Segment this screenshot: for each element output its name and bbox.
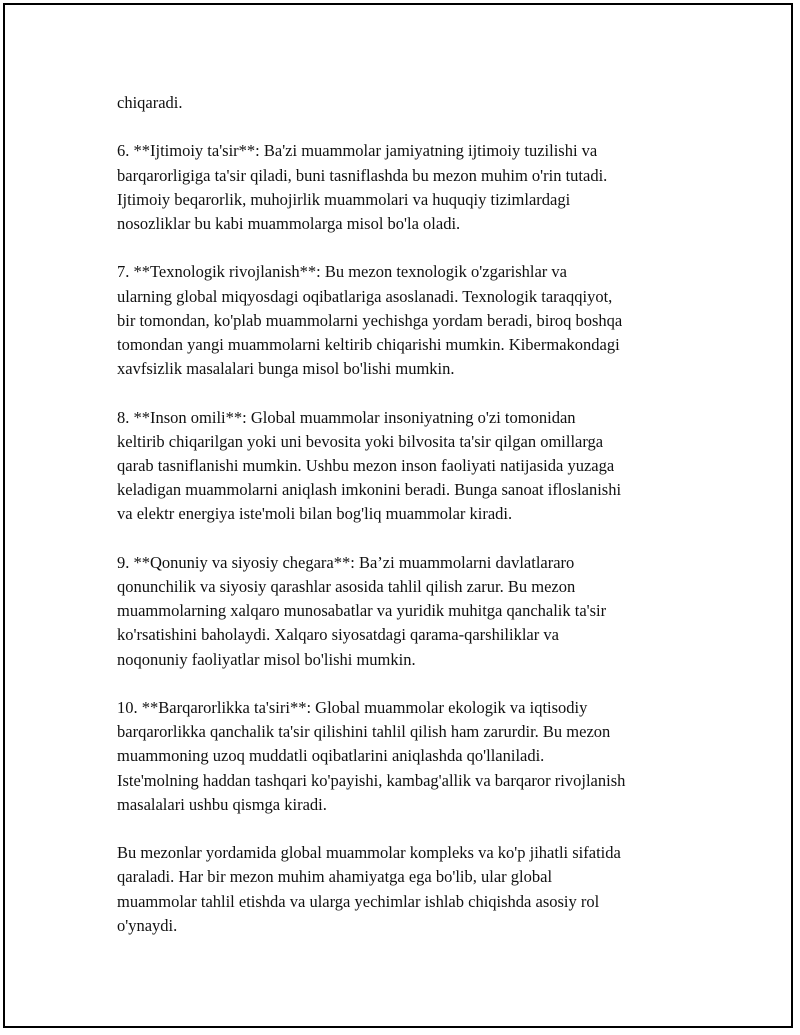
paragraph-item-8: 8. **Inson omili**: Global muammolar insoniyatning o'zi tomonidan keltirib chiqarilgan yoki uni bevosita yoki bilvosita ta'sir qilgan omillarga qarab tasniflanishi mumkin. Ushbu mezon inson faoliyati natijasida yuzaga keladigan muammolarni aniqlash imkonini beradi. Bunga sanoat ifloslanishi va elektr energiya iste'moli bilan bog'liq muammolar kiradi. [117, 407, 622, 524]
paragraph-item-10: 10. **Barqarorlikka ta'siri**: Global muammolar ekologik va iqtisodiy barqarorlikka qanchalik ta'sir qilishini tahlil qilish ham zarurdir. Bu mezon muammoning uzoq muddatli oqibatlarini aniqlashda qo'llaniladi. Iste'molning haddan tashqari ko'payishi, kambag'allik va barqaror rivojlanish masalalari ushbu qismga kiradi. [117, 698, 626, 814]
paragraph-conclusion: Bu mezonlar yordamida global muammolar kompleks va ko'p jihatli sifatida qaraladi. Har bir mezon muhim ahamiyatga ega bo'lib, ular global muammolar tahlil etishda va ularga yechimlar ishlab chiqishda asosiy rol o'ynaydi. [117, 843, 621, 935]
document-body [117, 91, 702, 938]
paragraph-item-9: 9. **Qonuniy va siyosiy chegara**: Ba’zi muammolarni davlatlararo qonunchilik va siyosiy qarashlar asosida tahlil qilish zarur. Bu mezon muammolarning xalqaro munosabatlar va yuridik muhitga qanchalik ta'sir ko'rsatishini baholaydi. Xalqaro siyosatdagi qarama-qarshiliklar va noqonuniy faoliyatlar misol bo'lishi mumkin. [117, 552, 607, 669]
paragraph-item-7: 7. **Texnologik rivojlanish**: Bu mezon texnologik o'zgarishlar va ularning global miqyosdagi oqibatlariga asoslanadi. Texnologik taraqqiyot, bir tomondan, ko'plab muammolarni yechishga yordam beradi, biroq boshqa tomondan yangi muammolarni keltirib chiqarishi mumkin. Kibermakondagi xavfsizlik masalalari bunga misol bo'lishi mumkin. [117, 262, 623, 379]
paragraph-continuation: chiqaradi. [117, 93, 183, 112]
paragraph-item-6: 6. **Ijtimoiy ta'sir**: Ba'zi muammolar jamiyatning ijtimoiy tuzilishi va barqarorligiga ta'sir qiladi, buni tasniflashda bu mezon muhim o'rin tutadi. Ijtimoiy beqarorlik, muhojirlik muammolari va huquqiy tizimlardagi nosozliklar bu kabi muammolarga misol bo'la oladi. [117, 141, 608, 233]
